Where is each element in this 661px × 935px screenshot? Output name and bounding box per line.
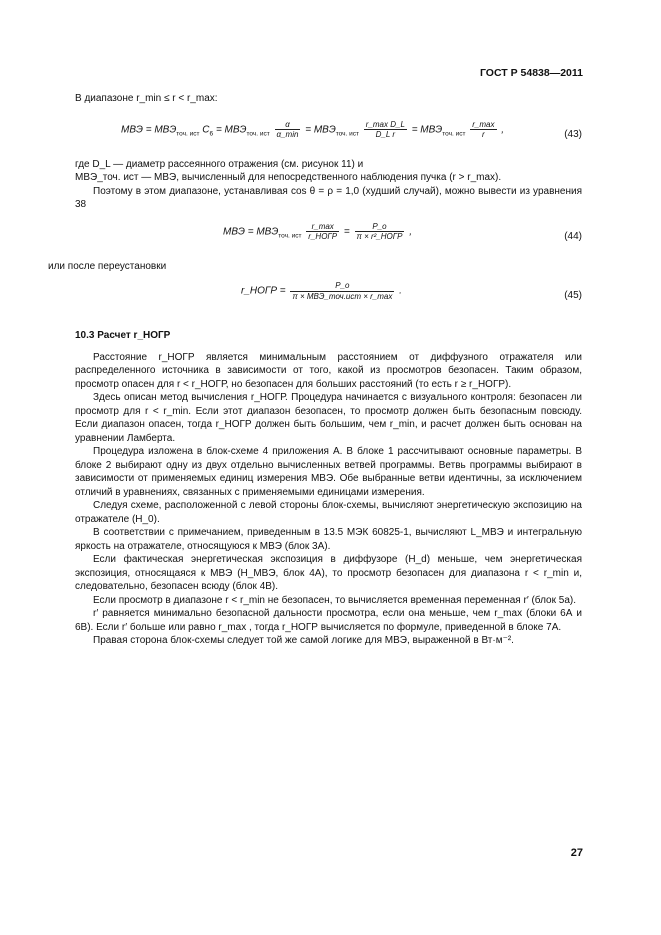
paragraph-4: Следуя схеме, расположенной с левой стороны блок-схемы, вычисляют энергетическую экспозицию на отражателе (H_0). <box>75 500 582 525</box>
page-content <box>48 92 582 648</box>
where-line-1: где D_L — диаметр рассеянного отражения (см. рисунок 11) и <box>75 158 364 170</box>
eq43-csub: 6 <box>209 130 214 138</box>
eq44-tail: , <box>409 226 413 238</box>
paragraph-9: Правая сторона блок-схемы следует той же самой логике для МВЭ, выраженной в Вт·м⁻². <box>93 635 514 646</box>
eq43-sub2: точ. ист <box>246 130 270 138</box>
eq43-eqA: = МВЭ <box>305 124 336 136</box>
eq44-f2n: P_o <box>355 222 405 233</box>
equation-43-number: (43) <box>564 128 582 140</box>
eq43-mid: = МВЭ <box>215 124 247 136</box>
eq43-frac3 <box>470 120 496 140</box>
eq43-f1d: α_min <box>276 130 299 140</box>
eq43-sub1: точ. ист <box>176 130 200 138</box>
paragraph-1: Расстояние r_НОГР является минимальным расстоянием от диффузного отражателя или распределенного источника в зависимости от того, какой из просмотров безопасен. Таким образом, просмотр опасен для r < r_НОГР, но безопасен для больших расстояний (то есть r ≥ r_НОГР). <box>75 351 582 390</box>
eq43-lhs: МВЭ = МВЭ <box>121 124 177 136</box>
eq44-eq: = <box>343 226 353 238</box>
eq43-tail: , <box>501 124 505 136</box>
eq43-frac2 <box>364 120 407 140</box>
paragraph-5: В соответствии с примечанием, приведенным в 13.5 МЭК 60825-1, вычисляют L_МВЭ и интегральную яркость на отражателе, относящуюся к МВЭ (блок 3А). <box>75 527 582 552</box>
eq43-eqB: = МВЭ <box>411 124 443 136</box>
eq43-f1n: α <box>275 120 301 131</box>
eq43-sub4: точ. ист <box>442 130 466 138</box>
eq43-f3n: r_max <box>472 119 495 129</box>
eq45-fn: P_o <box>290 281 394 292</box>
page-number: 27 <box>570 847 583 859</box>
eq43-sub3: точ. ист <box>335 130 359 138</box>
eq45-tail: . <box>399 285 402 297</box>
paragraph-7: Если просмотр в диапазоне r < r_min не безопасен, то вычисляется временная переменная r′ (блок 5а). <box>93 594 576 606</box>
or-text: или после переустановки <box>48 260 167 272</box>
paragraph-8: r′ равняется минимально безопасной дальности просмотра, если она меньше, чем r_max (блоки 6А и 6В). Если r′ больше или равно r_max , тогда r_НОГР вычисляется по формуле, приведенной в блоке 7А. <box>75 608 582 633</box>
eq44-frac1 <box>306 222 339 242</box>
eq44-frac2 <box>355 222 405 242</box>
equation-45-body <box>241 281 402 301</box>
equation-43-body <box>121 120 504 140</box>
where-line-2: МВЭ_точ. ист — МВЭ, вычисленный для непосредственного наблюдения пучка (r > r_max). <box>75 172 502 183</box>
eq45-fd: π × МВЭ_точ.ист × r_max <box>292 291 393 301</box>
paragraph-derive: Поэтому в этом диапазоне, устанавливая cos θ = ρ = 1,0 (худший случай), можно вывести из уравнения 38 <box>75 185 582 210</box>
equation-44-body <box>223 222 412 242</box>
paragraph-2: Здесь описан метод вычисления r_НОГР. Процедура начинается с визуального контроля: безопасен ли просмотр для r < r_min. Если этот диапазон безопасен, то просмотр должен быть безопасным повсюду. Если диапазон опасен, тогда r_НОГР должен быть большим, чем r_min, и расчет должен быть основан на уравнении Ламберта. <box>75 392 582 444</box>
equation-44 <box>75 222 582 250</box>
eq44-f2d: π × r²_НОГР <box>356 232 403 242</box>
paragraph-3: Процедура изложена в блок-схеме 4 приложения А. В блоке 1 рассчитывают основные параметры. В блоке 2 выбирают одну из двух отдельно вычисленных ветвей программы. Ветвь программы выбирают в зависимости от применяемых единиц измерения МВЭ. Обе выбранные ветви идентичны, за исключением отличий в уравнениях, связанных с применяемыми единицами измерения. <box>75 446 582 498</box>
eq45-lhs: r_НОГР = <box>241 285 289 297</box>
equation-43 <box>75 120 582 148</box>
eq43-c: C <box>202 124 210 136</box>
paragraph-6: Если фактическая энергетическая экспозиция в диффузоре (H_d) меньше, чем энергетическая экспозиция, относящаяся к МВЭ (H_МВЭ, блок 4А), то просмотр безопасен для диапазона r < r_min и, следовательно, безопасен всюду (блок 4В). <box>75 554 582 592</box>
equation-44-number: (44) <box>564 230 582 242</box>
equation-45 <box>75 281 582 309</box>
equation-45-number: (45) <box>564 290 582 301</box>
eq45-frac <box>290 281 394 301</box>
document-header: ГОСТ Р 54838—2011 <box>479 67 583 79</box>
section-title: 10.3 Расчет r_НОГР <box>75 330 171 341</box>
eq43-f3d: r <box>482 130 485 140</box>
eq44-sub: точ. ист <box>278 232 302 240</box>
eq44-lhs: МВЭ = МВЭ <box>223 226 279 238</box>
eq44-f1d: r_НОГР <box>308 232 338 242</box>
eq43-f2n: r_max D_L <box>365 119 405 129</box>
eq44-f1n: r_max <box>306 222 339 233</box>
eq43-f2d: D_L r <box>375 130 396 140</box>
eq43-frac1 <box>275 120 301 140</box>
intro-text: В диапазоне r_min ≤ r < r_max: <box>75 93 218 104</box>
